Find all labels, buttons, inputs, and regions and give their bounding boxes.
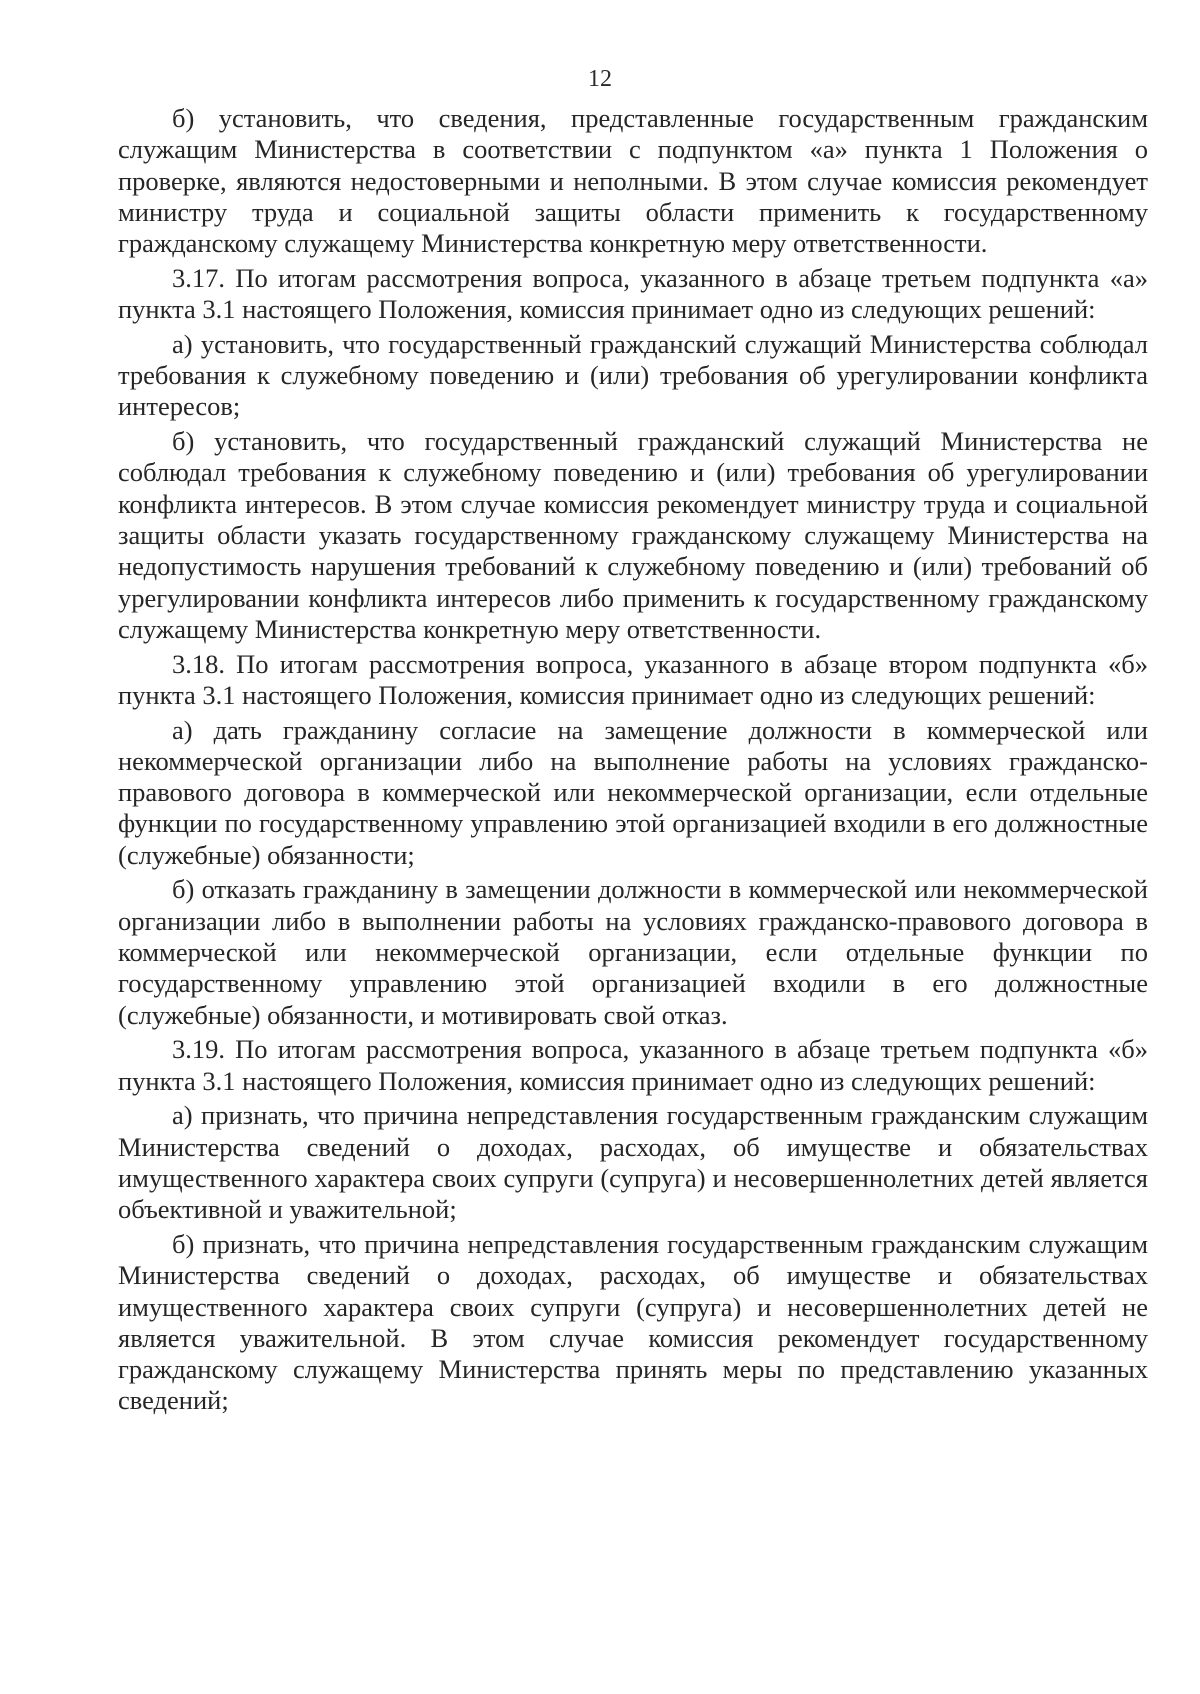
paragraph-3-19-b: б) признать, что причина непредставления государственным гражданским служащим Министерства сведений о доходах, расходах, об имуществе и обязательствах имущественного характера своих супруги (супруга) и несовершеннолетних детей не является уважительной. В этом случае комиссия рекомендует государственному гражданскому служащему Министерства принять меры по представлению указанных сведений;	[118, 1228, 1148, 1416]
paragraph-3-17-a: а) установить, что государственный гражданский служащий Министерства соблюдал требования к служебному поведению и (или) требования об урегулировании конфликта интересов;	[118, 328, 1148, 422]
paragraph-3-16-b: б) установить, что сведения, представленные государственным гражданским служащим Министерства в соответствии с подпунктом «а» пункта 1 Положения о проверке, являются недостоверными и неполными. В этом случае комиссия рекомендует министру труда и социальной защиты области применить к государственному гражданскому служащему Министерства конкретную меру ответственности.	[118, 103, 1148, 259]
page-number: 12	[588, 66, 612, 92]
paragraph-3-17: 3.17. По итогам рассмотрения вопроса, указанного в абзаце третьем подпункта «а» пункта 3.1 настоящего Положения, комиссия принимает одно из следующих решений:	[118, 262, 1148, 325]
document-body	[118, 103, 1148, 1420]
paragraph-3-19: 3.19. По итогам рассмотрения вопроса, указанного в абзаце третьем подпункта «б» пункта 3.1 настоящего Положения, комиссия принимает одно из следующих решений:	[118, 1034, 1148, 1096]
paragraph-3-17-b: б) установить, что государственный гражданский служащий Министерства не соблюдал требования к служебному поведению и (или) требования об урегулировании конфликта интересов. В этом случае комиссия рекомендует министру труда и социальной защиты области указать государственному гражданскому служащему Министерства на недопустимость нарушения требований к служебному поведению и (или) требований об урегулировании конфликта интересов либо применить к государственному гражданскому служащему Министерства конкретную меру ответственности.	[118, 426, 1148, 644]
paragraph-3-18-b: б) отказать гражданину в замещении должности в коммерческой или некоммерческой организации либо в выполнении работы на условиях гражданско-правового договора в коммерческой или некоммерческой организации, если отдельные функции по государственному управлению этой организацией входили в его должностные (служебные) обязанности, и мотивировать свой отказ.	[118, 874, 1148, 1030]
paragraph-3-19-a: а) признать, что причина непредставления государственным гражданским служащим Министерства сведений о доходах, расходах, об имуществе и обязательствах имущественного характера своих супруги (супруга) и несовершеннолетних детей является объективной и уважительной;	[118, 1100, 1148, 1225]
paragraph-3-18: 3.18. По итогам рассмотрения вопроса, указанного в абзаце втором подпункта «б» пункта 3.1 настоящего Положения, комиссия принимает одно из следующих решений:	[118, 648, 1148, 710]
paragraph-3-18-a: а) дать гражданину согласие на замещение должности в коммерческой или некоммерческой организации либо на выполнение работы на условиях гражданско-правового договора в коммерческой или некоммерческой организации, если отдельные функции по государственному управлению этой организацией входили в его должностные (служебные) обязанности;	[118, 714, 1148, 870]
